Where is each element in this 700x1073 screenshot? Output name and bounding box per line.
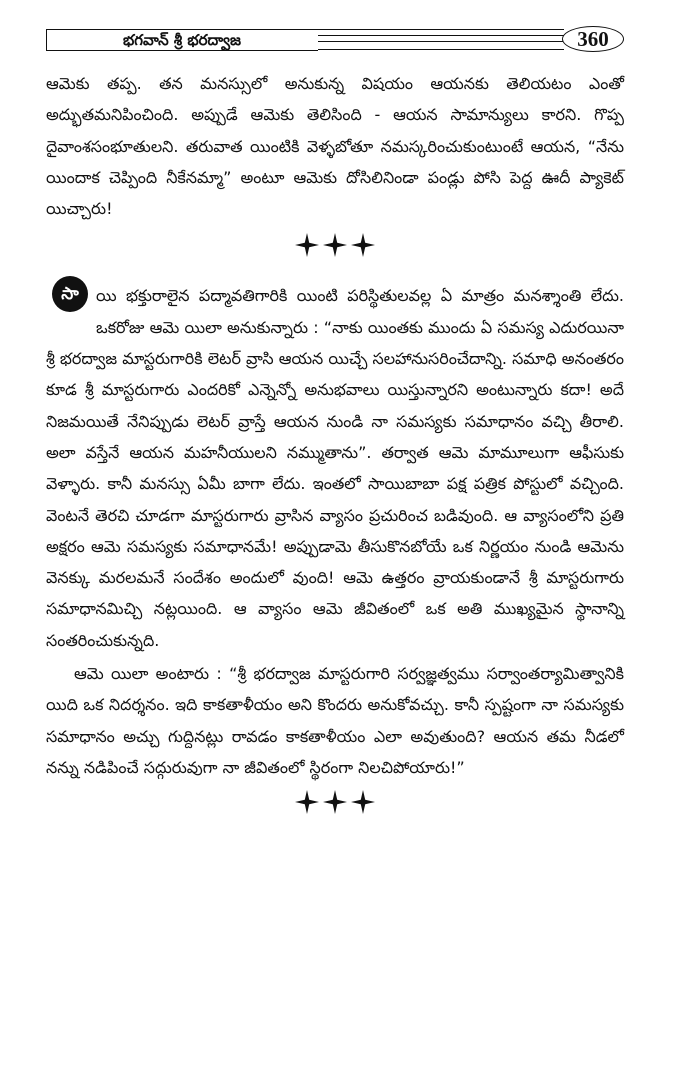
- header-rule: [318, 41, 564, 42]
- section-ornament: [46, 787, 624, 817]
- header-rule: [318, 49, 564, 50]
- page-number: 360: [562, 26, 624, 52]
- section-ornament: [46, 230, 624, 260]
- paragraph-3: ఆమె యిలా అంటారు : “శ్రీ భరద్వాజ మాస్టరుగారి సర్వజ్ఞత్వము సర్వాంతర్యామిత్వానికి యిది ఒక నిదర్శనం. ఇది కాకతాళీయం అని కొందరు అనుకోవచ్చు. కానీ స్పష్టంగా నా సమస్యకు సమాధానం అచ్చు గుద్దినట్లు రావడం కాకతాళీయం ఎలా అవుతుంది? ఆయన తమ నీడలో నన్ను నడిపించే సద్గురువుగా నా జీవితంలో స్థిరంగా నిలచిపోయారు!”: [46, 664, 624, 777]
- four-point-star-icon: [323, 233, 347, 257]
- four-point-star-icon: [323, 790, 347, 814]
- header-rule: [318, 29, 564, 30]
- header-rule: [318, 35, 564, 36]
- paragraph-2-text: యి భక్తురాలైన పద్మావతిగారికి యింటి పరిస్థితులవల్ల ఏ మాత్రం మనశ్శాంతి లేదు. ఒకరోజు ఆమె యిలా అనుకున్నారు : “నాకు యింతకు ముందు ఏ సమస్య ఎదురయినా శ్రీ భరద్వాజ మాస్టరుగారికి లెటర్ వ్రాసి ఆయన యిచ్చే సలహానుసరించేదాన్ని. సమాధి అనంతరం కూడ శ్రీ మాస్టరుగారు ఎందరికో ఎన్నెన్నో అనుభవాలు యిస్తున్నారని అంటున్నారు కదా! అదే నిజమయితే నేనిప్పుడు లెటర్ వ్రాస్తే ఆయన నుండి నా సమస్యకు సమాధానం వచ్చి తీరాలి. అలా వస్తేనే ఆయన మహనీయులని నమ్ముతాను”. తర్వాత ఆమె మామూలుగా ఆఫీసుకు వెళ్ళారు. కానీ మనస్సు ఏమీ బాగా లేదు. ఇంతలో సాయిబాబా పక్ష పత్రిక పోస్టులో వచ్చింది. వెంటనే తెరచి చూడగా మాస్టరుగారు వ్రాసిన వ్యాసం ప్రచురించ బడివుంది. ఆ వ్యాసంలోని ప్రతి అక్షరం ఆమె సమస్యకు సమాధానమే! అప్పుడామె తీసుకొనబోయే ఒక నిర్ణయం నుండి ఆమెను వెనక్కు మరలమనే సందేశం అందులో వుంది! ఆమె ఉత్తరం వ్రాయకుండానే శ్రీ మాస్టరుగారు సమాధానమిచ్చి నట్లయింది. ఆ వ్యాసం ఆమె జీవితంలో ఒక అతి ముఖ్యమైన స్థానాన్ని సంతరించుకున్నది.: [46, 286, 624, 650]
- page-body: [46, 68, 624, 817]
- four-point-star-icon: [295, 790, 319, 814]
- paragraph-2: [46, 280, 624, 656]
- header-title: భగవాన్ శ్రీ భరద్వాజ: [123, 31, 241, 49]
- four-point-star-icon: [295, 233, 319, 257]
- running-header: [46, 29, 624, 55]
- drop-cap: సా: [52, 276, 88, 312]
- paragraph-1: ఆమెకు తప్ప. తన మనస్సులో అనుకున్న విషయం ఆయనకు తెలియటం ఎంతో అద్భుతమనిపించింది. అప్పుడే ఆమెకు తెలిసింది - ఆయన సామాన్యులు కారని. గొప్ప దైవాంశసంభూతులని. తరువాత యింటికి వెళ్ళబోతూ నమస్కరించుకుంటుంటే ఆయన, “నేను యిందాక చెప్పింది నీకేనమ్మా” అంటూ ఆమెకు దోసిలినిండా పండ్లు పోసి పెద్ద ఊదీ ప్యాకెట్ యిచ్చారు!: [46, 74, 624, 219]
- four-point-star-icon: [351, 233, 375, 257]
- four-point-star-icon: [351, 790, 375, 814]
